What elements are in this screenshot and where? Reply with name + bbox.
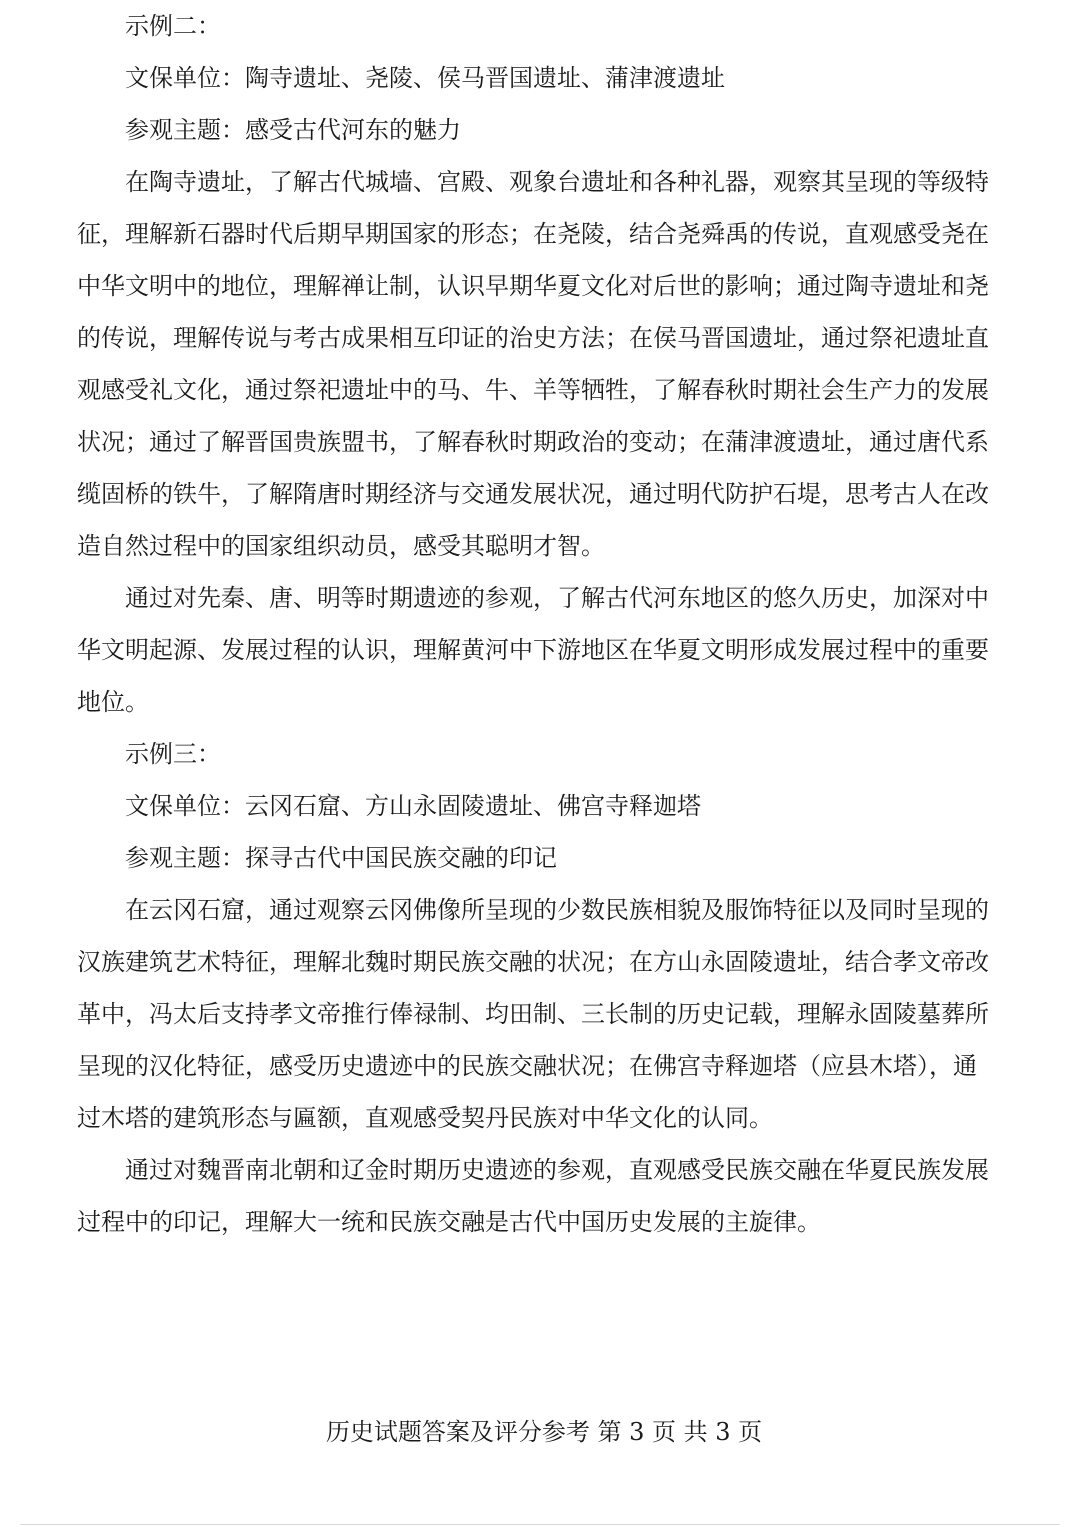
paragraph-line: 征，理解新石器时代后期早期国家的形态；在尧陵，结合尧舜禹的传说，直观感受尧在 bbox=[77, 220, 989, 248]
example-3-units: 文保单位：云冈石窟、方山永固陵遗址、佛宫寺释迦塔 bbox=[125, 792, 701, 820]
document-body bbox=[77, 0, 1013, 1248]
page-bottom-edge bbox=[20, 1524, 1060, 1525]
example-2-paragraph-2 bbox=[77, 572, 1013, 728]
example-2-paragraph-1 bbox=[77, 156, 1013, 572]
paragraph-line: 汉族建筑艺术特征，理解北魏时期民族交融的状况；在方山永固陵遗址，结合孝文帝改 bbox=[77, 948, 989, 976]
example-2-units: 文保单位：陶寺遗址、尧陵、侯马晋国遗址、蒲津渡遗址 bbox=[125, 64, 725, 92]
example-3-paragraph-2 bbox=[77, 1144, 1013, 1248]
paragraph-line: 中华文明中的地位，理解禅让制，认识早期华夏文化对后世的影响；通过陶寺遗址和尧 bbox=[77, 272, 989, 300]
paragraph-line: 观感受礼文化，通过祭祀遗址中的马、牛、羊等牺牲，了解春秋时期社会生产力的发展 bbox=[77, 376, 989, 404]
paragraph-line: 在云冈石窟，通过观察云冈佛像所呈现的少数民族相貌及服饰特征以及同时呈现的 bbox=[125, 896, 989, 924]
paragraph-line: 造自然过程中的国家组织动员，感受其聪明才智。 bbox=[77, 532, 605, 560]
paragraph-line: 地位。 bbox=[77, 688, 149, 716]
example-2-heading: 示例二： bbox=[125, 12, 221, 40]
paragraph-line: 的传说，理解传说与考古成果相互印证的治史方法；在侯马晋国遗址，通过祭祀遗址直 bbox=[77, 324, 989, 352]
paragraph-line: 华文明起源、发展过程的认识，理解黄河中下游地区在华夏文明形成发展过程中的重要 bbox=[77, 636, 989, 664]
paragraph-line: 状况；通过了解晋国贵族盟书，了解春秋时期政治的变动；在蒲津渡遗址，通过唐代系 bbox=[77, 428, 989, 456]
example-3-paragraph-1 bbox=[77, 884, 1013, 1144]
paragraph-line: 革中，冯太后支持孝文帝推行俸禄制、均田制、三长制的历史记载，理解永固陵墓葬所 bbox=[77, 1000, 989, 1028]
example-2-theme: 参观主题：感受古代河东的魅力 bbox=[125, 116, 461, 144]
paragraph-line: 过木塔的建筑形态与匾额，直观感受契丹民族对中华文化的认同。 bbox=[77, 1104, 773, 1132]
paragraph-line: 过程中的印记，理解大一统和民族交融是古代中国历史发展的主旋律。 bbox=[77, 1208, 821, 1236]
paragraph-line: 呈现的汉化特征，感受历史遗迹中的民族交融状况；在佛宫寺释迦塔（应县木塔），通 bbox=[77, 1052, 977, 1080]
paragraph-line: 通过对先秦、唐、明等时期遗迹的参观，了解古代河东地区的悠久历史，加深对中 bbox=[125, 584, 989, 612]
paragraph-line: 在陶寺遗址，了解古代城墙、宫殿、观象台遗址和各种礼器，观察其呈现的等级特 bbox=[125, 168, 989, 196]
page-footer: 历史试题答案及评分参考 第 3 页 共 3 页 bbox=[325, 1418, 763, 1446]
paragraph-line: 通过对魏晋南北朝和辽金时期历史遗迹的参观，直观感受民族交融在华夏民族发展 bbox=[125, 1156, 989, 1184]
example-2-section bbox=[77, 0, 1013, 728]
example-3-heading: 示例三： bbox=[125, 740, 221, 768]
paragraph-line: 缆固桥的铁牛，了解隋唐时期经济与交通发展状况，通过明代防护石堤，思考古人在改 bbox=[77, 480, 989, 508]
example-3-theme: 参观主题：探寻古代中国民族交融的印记 bbox=[125, 844, 557, 872]
example-3-section bbox=[77, 728, 1013, 1248]
